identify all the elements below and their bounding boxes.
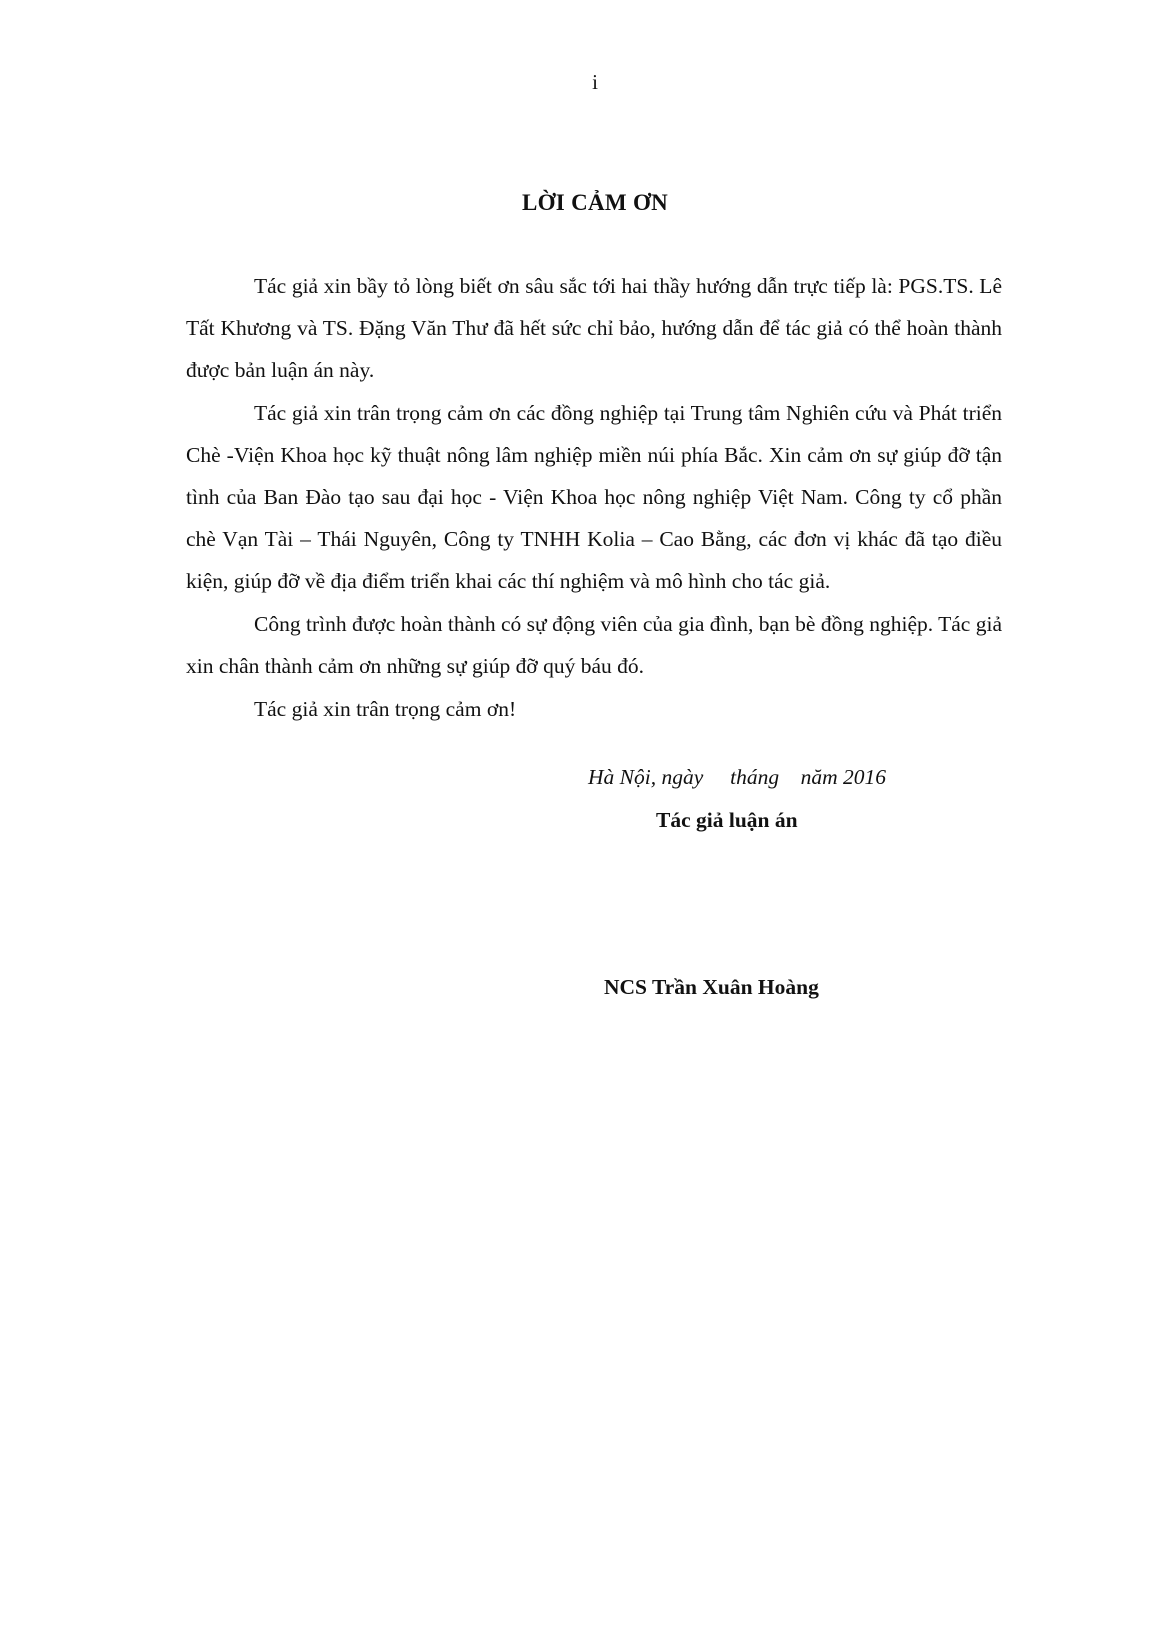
page-number: i bbox=[592, 70, 598, 94]
signature-name: NCS Trần Xuân Hoàng bbox=[604, 975, 819, 999]
acknowledgement-body bbox=[186, 265, 1002, 730]
paragraph-family: Công trình được hoàn thành có sự động viên của gia đình, bạn bè đồng nghiệp. Tác giả xin chân thành cảm ơn những sự giúp đỡ quý báu đó. bbox=[186, 612, 1002, 678]
paragraph-closing: Tác giả xin trân trọng cảm ơn! bbox=[254, 697, 517, 721]
date-line: Hà Nội, ngày tháng năm 2016 bbox=[588, 765, 887, 789]
paragraph-colleagues: Tác giả xin trân trọng cảm ơn các đồng nghiệp tại Trung tâm Nghiên cứu và Phát triển Chè -Viện Khoa học kỹ thuật nông lâm nghiệp miền núi phía Bắc. Xin cảm ơn sự giúp đỡ tận tình của Ban Đào tạo sau đại học - Viện Khoa học nông nghiệp Việt Nam. Công ty cổ phần chè Vạn Tài – Thái Nguyên, Công ty TNHH Kolia – Cao Bằng, các đơn vị khác đã tạo điều kiện, giúp đỡ về địa điểm triển khai các thí nghiệm và mô hình cho tác giả. bbox=[186, 401, 1002, 593]
author-label: Tác giả luận án bbox=[656, 808, 798, 832]
page-title: LỜI CẢM ƠN bbox=[521, 190, 669, 215]
paragraph-advisors: Tác giả xin bầy tỏ lòng biết ơn sâu sắc tới hai thầy hướng dẫn trực tiếp là: PGS.TS. Lê Tất Khương và TS. Đặng Văn Thư đã hết sức chỉ bảo, hướng dẫn để tác giả có thể hoàn thành được bản luận án này. bbox=[186, 274, 1002, 382]
